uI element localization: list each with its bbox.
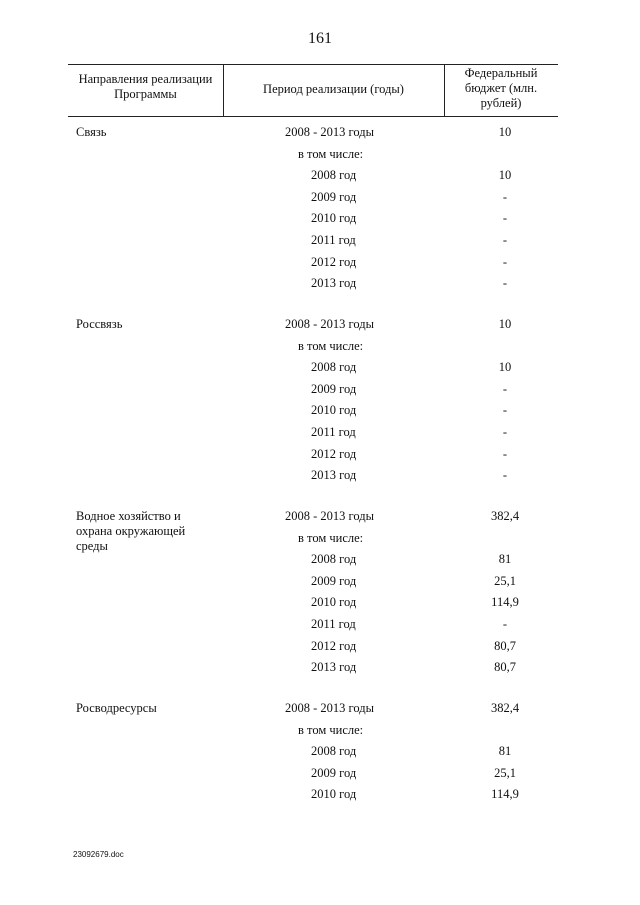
period-cell: 2011 год [311, 233, 356, 247]
table-row [0, 531, 640, 553]
document-filename: 23092679.doc [73, 850, 124, 859]
header-bottom-rule [68, 116, 558, 117]
budget-value-cell: - [502, 468, 508, 483]
budget-value-cell: 10 [498, 317, 512, 331]
table-row [0, 701, 640, 723]
table-header [68, 64, 558, 116]
budget-value-cell: - [502, 403, 508, 418]
budget-value-cell: - [502, 189, 508, 204]
page-number: 161 [308, 30, 332, 47]
period-cell: в том числе: [298, 530, 364, 545]
period-cell: 2009 год [311, 573, 357, 588]
budget-value-cell: 114,9 [491, 595, 519, 610]
direction-label: Связь [76, 125, 107, 139]
table-row [0, 787, 640, 809]
budget-value-cell: 382,4 [490, 701, 520, 715]
period-cell: 2010 год [311, 211, 357, 226]
period-cell: 2011 год [311, 425, 356, 439]
table-row [0, 168, 640, 190]
budget-value-cell: 114,9 [491, 787, 519, 802]
table-row [0, 723, 640, 745]
table-row [0, 574, 640, 596]
table-row [0, 360, 640, 382]
budget-value-cell: 81 [498, 552, 512, 567]
table-row [0, 382, 640, 404]
budget-value-cell: - [502, 276, 508, 291]
period-cell: в том числе: [298, 146, 364, 161]
table-row [0, 339, 640, 361]
period-cell: 2008 - 2013 годы [285, 509, 375, 523]
period-cell: 2008 - 2013 годы [285, 701, 375, 715]
table-row [0, 211, 640, 233]
table-row [0, 468, 640, 490]
period-cell: 2008 год [311, 744, 357, 759]
period-cell: 2012 год [311, 254, 357, 269]
budget-value-cell: - [502, 446, 508, 461]
budget-value-cell: - [502, 233, 508, 247]
period-cell: 2013 год [311, 660, 357, 675]
table-row [0, 147, 640, 169]
table-row [0, 447, 640, 469]
period-cell: 2008 - 2013 годы [285, 125, 375, 139]
direction-label: Росводресурсы [76, 701, 157, 715]
budget-value-cell: - [502, 617, 508, 631]
table-row [0, 403, 640, 425]
budget-value-cell: 80,7 [494, 660, 516, 675]
budget-value-cell: 81 [498, 744, 512, 759]
period-cell: 2008 - 2013 годы [285, 317, 375, 331]
table-row [0, 552, 640, 574]
period-cell: 2011 год [311, 617, 356, 631]
budget-value-cell: 80,7 [494, 638, 516, 653]
header-period: Период реализации (годы) [263, 82, 404, 96]
period-cell: 2008 год [311, 360, 357, 375]
table-row [0, 276, 640, 298]
budget-value-cell: 10 [498, 360, 512, 375]
table-row [0, 255, 640, 277]
period-cell: 2012 год [311, 446, 357, 461]
header-directions: Направления реализации Программы [78, 72, 213, 101]
header-federal-budget: Федеральный бюджет (млн. рублей) [464, 66, 538, 110]
period-cell: 2012 год [311, 638, 357, 653]
budget-value-cell: 10 [498, 125, 512, 139]
budget-value-cell: - [502, 425, 508, 439]
budget-value-cell: 25,1 [494, 765, 516, 780]
table-row [0, 425, 640, 447]
period-cell: 2009 год [311, 765, 357, 780]
period-cell: 2010 год [311, 787, 357, 802]
budget-value-cell: 382,4 [490, 509, 520, 523]
direction-label: Водное хозяйство и охрана окружающей среды [76, 509, 186, 553]
table-row [0, 617, 640, 639]
direction-label: Россвязь [76, 317, 123, 331]
period-cell: 2013 год [311, 276, 357, 291]
period-cell: 2010 год [311, 403, 357, 418]
header-top-rule [68, 64, 558, 65]
period-cell: 2010 год [311, 595, 357, 610]
period-cell: 2008 год [311, 552, 357, 567]
period-cell: 2009 год [311, 189, 357, 204]
budget-value-cell: - [502, 381, 508, 396]
budget-value-cell: 10 [498, 168, 512, 183]
period-cell: в том числе: [298, 338, 364, 353]
table-row [0, 509, 640, 531]
table-row [0, 233, 640, 255]
budget-value-cell: - [502, 211, 508, 226]
budget-value-cell: 25,1 [494, 573, 516, 588]
table-row [0, 766, 640, 788]
table-row [0, 125, 640, 147]
period-cell: в том числе: [298, 722, 364, 737]
budget-value-cell: - [502, 254, 508, 269]
table-row [0, 639, 640, 661]
period-cell: 2013 год [311, 468, 357, 483]
table-row [0, 190, 640, 212]
table-row [0, 317, 640, 339]
table-row [0, 660, 640, 682]
period-cell: 2009 год [311, 381, 357, 396]
table-row [0, 744, 640, 766]
period-cell: 2008 год [311, 168, 357, 183]
table-row [0, 595, 640, 617]
